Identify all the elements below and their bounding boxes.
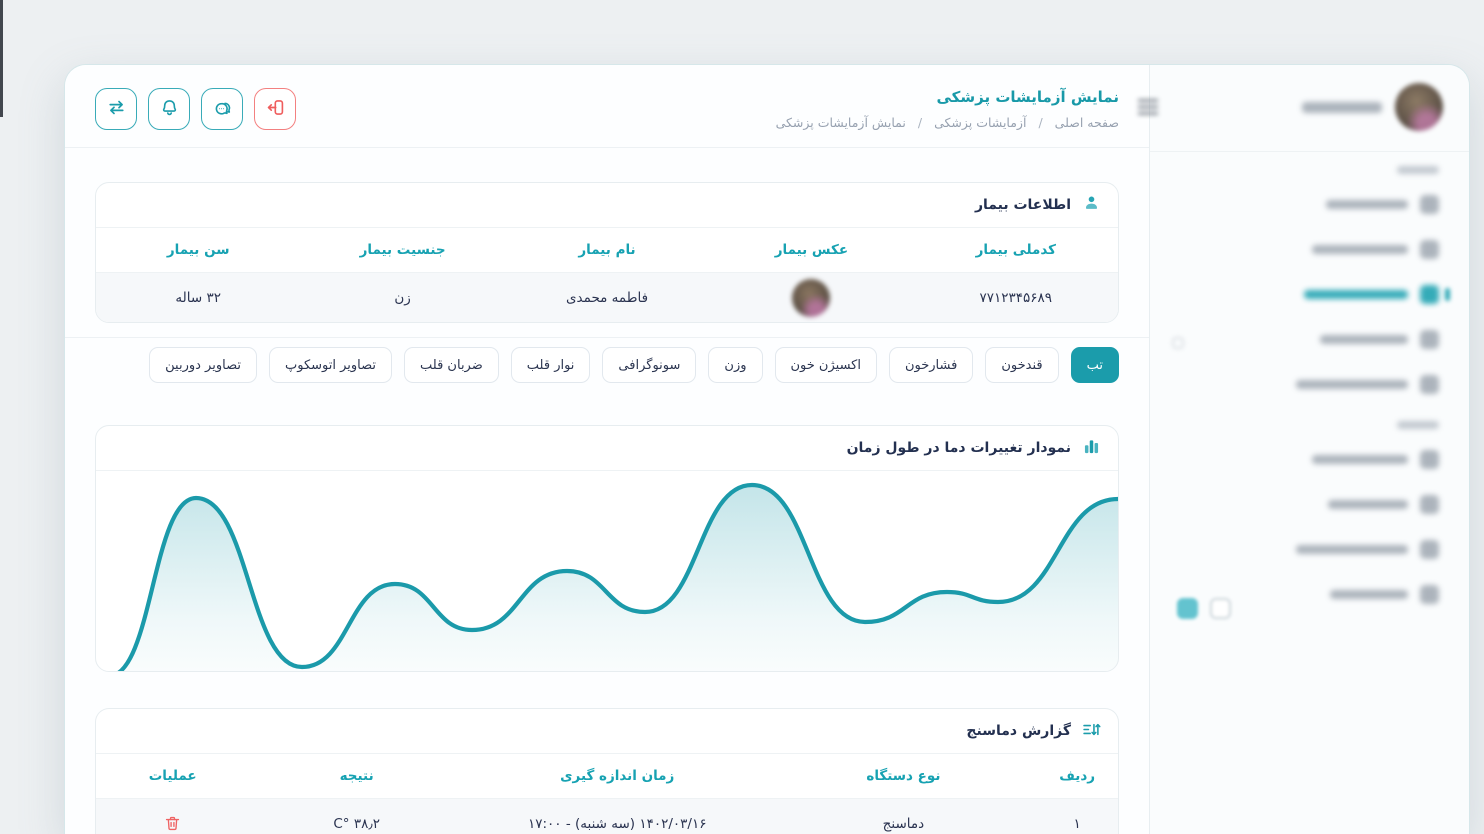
report-table-row <box>96 798 1118 834</box>
logout-icon <box>264 96 287 122</box>
row-index: ۱ <box>1073 815 1081 832</box>
breadcrumb <box>776 115 1119 130</box>
sidebar-menu-1 <box>1150 182 1469 407</box>
breadcrumb-item[interactable]: صفحه اصلی <box>1054 115 1119 130</box>
sidebar-item-icon <box>1420 195 1439 214</box>
sidebar-menu-item[interactable] <box>1150 182 1469 227</box>
breadcrumb-separator: / <box>917 115 923 130</box>
sidebar-item-label-placeholder <box>1312 455 1408 464</box>
bar-chart-icon <box>1081 436 1102 461</box>
temperature-chart-card <box>95 425 1119 672</box>
swap-icon <box>105 96 128 122</box>
patient-column-header: سن بیمار <box>166 242 230 258</box>
report-column-header: عملیات <box>148 768 197 784</box>
bell-icon <box>158 96 181 122</box>
patient-photo <box>709 273 913 322</box>
patient-info-card <box>95 182 1119 323</box>
sidebar-collapse-icon[interactable] <box>1138 99 1158 115</box>
sidebar-item-icon <box>1420 240 1439 259</box>
sidebar-menu-2 <box>1150 437 1469 617</box>
sidebar-item-label-placeholder <box>1320 335 1408 344</box>
report-table-header <box>96 754 1118 798</box>
patient-gender: زن <box>394 289 411 306</box>
tab-blood-sugar[interactable]: قندخون <box>985 347 1058 383</box>
sidebar-view-toggle[interactable] <box>1210 598 1231 619</box>
page-header <box>95 65 1119 130</box>
breadcrumb-item: نمایش آزمایشات پزشکی <box>775 115 906 130</box>
person-icon <box>1081 193 1102 218</box>
thermometer-report-card <box>95 708 1119 834</box>
sidebar-menu-item-active[interactable] <box>1150 272 1469 317</box>
chat-icon <box>211 96 234 122</box>
sidebar-menu-item[interactable] <box>1150 437 1469 482</box>
measurement-tabs <box>95 347 1119 383</box>
measurement-result: ۳۸٫۲ °C <box>333 815 380 832</box>
sidebar-item-label-placeholder <box>1296 380 1408 389</box>
chart-area <box>96 471 1118 671</box>
report-column-header: زمان اندازه گیری <box>560 768 675 784</box>
patient-column-header: جنسیت بیمار <box>359 242 446 258</box>
patient-info-header <box>96 183 1118 228</box>
report-title: گزارش دماسنج <box>966 723 1071 739</box>
tab-sonography[interactable]: سونوگرافی <box>602 347 696 383</box>
sidebar-item-icon <box>1420 450 1439 469</box>
sort-list-icon <box>1081 719 1102 744</box>
sidebar-item-icon <box>1420 375 1439 394</box>
patient-age: ۳۲ ساله <box>175 289 222 306</box>
report-column-header: نوع دستگاه <box>866 768 941 784</box>
report-header <box>96 709 1118 754</box>
sidebar <box>1149 65 1469 834</box>
patient-column-header: نام بیمار <box>578 242 636 258</box>
chart-area-fill <box>109 485 1118 671</box>
header-actions <box>95 88 296 130</box>
measurement-time: ۱۴۰۲/۰۳/۱۶ (سه شنبه) - ۱۷:۰۰ <box>527 815 707 832</box>
user-name-placeholder <box>1302 102 1382 113</box>
patient-name: فاطمه محمدی <box>565 289 649 306</box>
patient-table-header <box>96 228 1118 272</box>
tab-weight[interactable]: وزن <box>708 347 762 383</box>
delete-row-button[interactable] <box>159 810 186 834</box>
tab-ecg[interactable]: نوار قلب <box>511 347 591 383</box>
patient-table-row <box>96 272 1118 322</box>
chart-title: نمودار تغییرات دما در طول زمان <box>846 440 1071 456</box>
sidebar-item-label-placeholder <box>1296 545 1408 554</box>
sidebar-item-label-placeholder <box>1330 590 1408 599</box>
sidebar-item-icon <box>1420 285 1439 304</box>
sidebar-item-icon <box>1420 330 1439 349</box>
sidebar-menu-item[interactable] <box>1150 527 1469 572</box>
sidebar-menu-item[interactable] <box>1150 362 1469 407</box>
tab-fever[interactable]: تب <box>1071 347 1119 383</box>
trash-icon <box>163 814 182 833</box>
report-column-header: نتیجه <box>339 768 374 784</box>
tab-heart-rate[interactable]: ضربان قلب <box>404 347 499 383</box>
sidebar-item-label-placeholder <box>1328 500 1408 509</box>
sidebar-menu-item[interactable] <box>1150 227 1469 272</box>
breadcrumb-separator: / <box>1038 115 1043 130</box>
patient-column-header: کدملی بیمار <box>975 242 1056 258</box>
dashboard-card <box>64 64 1470 834</box>
messages-button[interactable] <box>201 88 243 130</box>
page-title: نمایش آزمایشات پزشکی <box>936 88 1119 106</box>
swap-button[interactable] <box>95 88 137 130</box>
sidebar-item-icon <box>1420 585 1439 604</box>
patient-photo-image <box>792 279 830 317</box>
temperature-line-chart <box>96 471 1118 671</box>
main-content <box>65 65 1149 834</box>
tab-otoscope-images[interactable]: تصاویر اتوسکوپ <box>269 347 392 383</box>
sidebar-item-label-placeholder <box>1304 290 1408 299</box>
notifications-button[interactable] <box>148 88 190 130</box>
sidebar-menu-item[interactable] <box>1150 317 1469 362</box>
sidebar-menu-item[interactable] <box>1150 482 1469 527</box>
sidebar-section-label <box>1180 421 1439 429</box>
title-block <box>776 88 1119 130</box>
tab-camera-images[interactable]: تصاویر دوربین <box>149 347 257 383</box>
chart-header <box>96 426 1118 471</box>
header-divider <box>65 147 1149 148</box>
sidebar-submenu-toggle[interactable] <box>1172 337 1184 349</box>
sidebar-view-toggle-active[interactable] <box>1177 598 1198 619</box>
tabs-divider <box>65 337 1149 338</box>
window-edge-artifact <box>0 0 3 117</box>
sidebar-item-label-placeholder <box>1312 245 1408 254</box>
tab-blood-oxygen[interactable]: اکسیژن خون <box>775 347 877 383</box>
row-actions <box>96 799 249 834</box>
patient-info-title: اطلاعات بیمار <box>974 197 1071 213</box>
report-column-header: ردیف <box>1059 768 1096 784</box>
patient-column-header: عکس بیمار <box>774 242 849 258</box>
sidebar-item-label-placeholder <box>1326 200 1408 209</box>
tab-blood-pressure[interactable]: فشارخون <box>889 347 973 383</box>
device-type: دماسنج <box>882 815 925 832</box>
sidebar-profile[interactable] <box>1150 65 1469 152</box>
patient-national-code: ۷۷۱۲۳۴۵۶۸۹ <box>979 289 1053 306</box>
logout-button[interactable] <box>254 88 296 130</box>
active-indicator <box>1445 288 1450 301</box>
report-table-body <box>96 798 1118 834</box>
breadcrumb-item[interactable]: آزمایشات پزشکی <box>934 115 1027 130</box>
sidebar-item-icon <box>1420 540 1439 559</box>
avatar <box>1395 83 1443 131</box>
sidebar-section-label <box>1180 166 1439 174</box>
sidebar-item-icon <box>1420 495 1439 514</box>
